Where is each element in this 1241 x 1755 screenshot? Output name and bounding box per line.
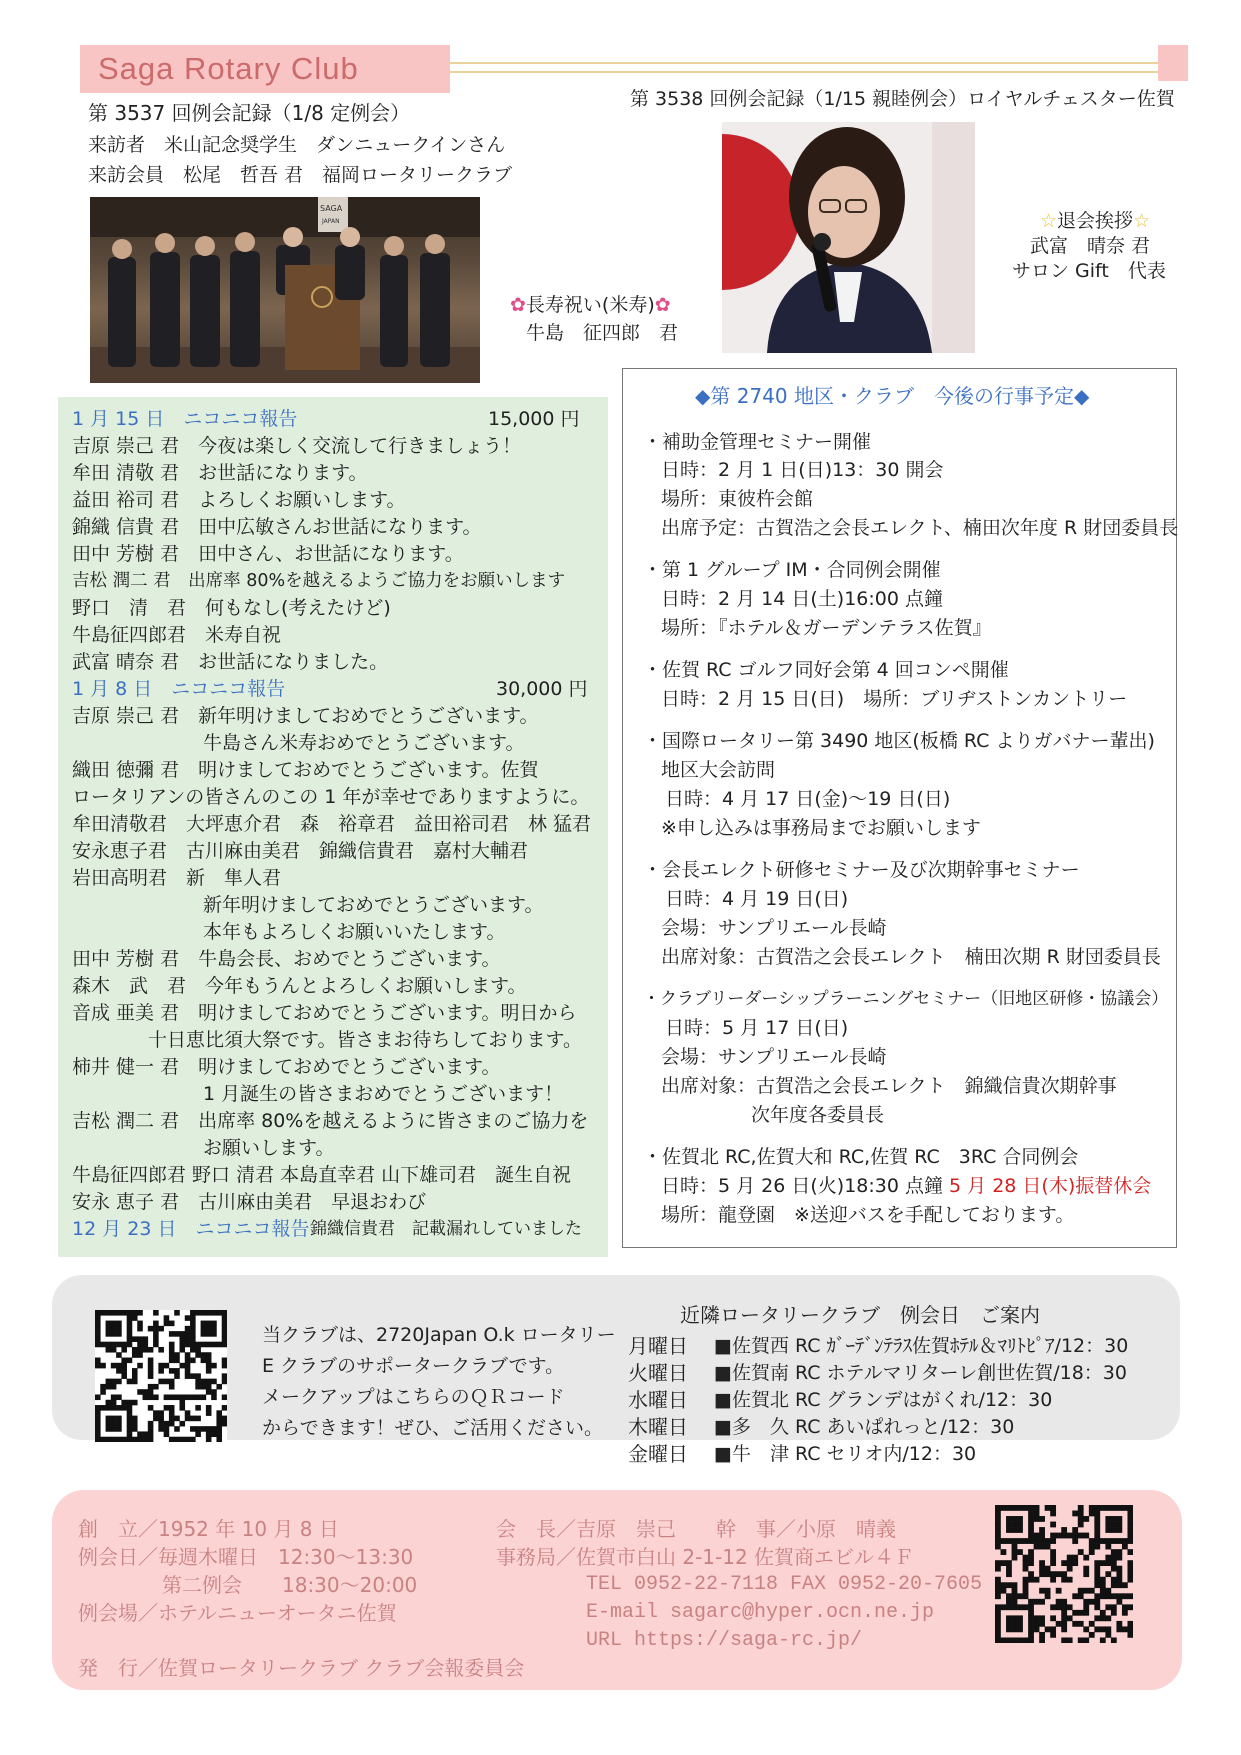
nikoniko-entry: 牟田 清敬 君 お世話になります。 <box>72 462 368 484</box>
nikoniko-entry: 吉松 潤二 君 出席率 80%を越えるようご協力をお願いします <box>72 571 566 591</box>
header-rule <box>450 62 1160 64</box>
caption-text: 退会挨拶 <box>1057 210 1134 232</box>
nikoniko-panel <box>58 397 608 1257</box>
schedule-detail: 場所：『ホテル＆ガーデンテラス佐賀』 <box>661 617 992 639</box>
schedule-item: ・第 1 グループ IM・合同例会開催 <box>643 559 941 581</box>
meeting-3537-title: 第 3537 回例会記録（1/8 定例会） <box>88 101 411 125</box>
visiting-member-line: 来訪会員 松尾 哲吾 君 福岡ロータリークラブ <box>88 164 513 186</box>
schedule-heading: ◆第 2740 地区・クラブ 今後の行事予定◆ <box>695 384 1090 408</box>
second-meeting: 第二例会 18:30～20:00 <box>162 1573 418 1597</box>
schedule-item: ・佐賀 RC ゴルフ同好会第 4 回コンペ開催 <box>643 659 1009 681</box>
header-rule <box>450 71 1160 73</box>
schedule-panel <box>622 368 1177 1248</box>
schedule-date: 日時：5 月 26 日(火)18:30 点鐘 <box>661 1175 950 1197</box>
neighbors-heading: 近隣ロータリークラブ 例会日 ご案内 <box>680 1303 1040 1327</box>
nikoniko-entry: 錦織信貴君 記載漏れしていました <box>310 1219 582 1239</box>
founded: 創 立／1952 年 10 月 8 日 <box>78 1517 339 1541</box>
nikoniko-entry: 柿井 健一 君 明けましておめでとうございます。 <box>72 1056 501 1078</box>
neighbor-day: 水曜日 <box>628 1388 688 1412</box>
nikoniko-entry: 森木 武 君 今年もうんとよろしくお願いします。 <box>72 975 527 997</box>
nikoniko-entry: 安永恵子君 古川麻由美君 錦織信貴君 嘉村大輔君 <box>72 840 529 862</box>
neighbor-info: ■多 久 RC あいぱれっと/12：30 <box>714 1416 1015 1438</box>
eclub-text: からできます！ぜひ、ご活用ください。 <box>262 1417 604 1439</box>
eclub-text: メークアップはこちらのＱＲコード <box>262 1386 565 1408</box>
nikoniko-heading: 1 月 8 日 ニコニコ報告 <box>72 678 286 700</box>
nikoniko-total: 30,000 円 <box>496 678 588 700</box>
schedule-detail: 地区大会訪問 <box>661 759 776 781</box>
schedule-detail: 出席対象：古賀浩之会長エレクト 錦織信貴次期幹事 <box>661 1075 1117 1097</box>
tel-fax: TEL 0952-22-7118 FAX 0952-20-7605 <box>586 1573 983 1596</box>
nikoniko-entry: 牟田清敬君 大坪恵介君 森 裕章君 益田裕司君 林 猛君 <box>72 813 592 835</box>
nikoniko-entry: ロータリアンの皆さんのこの 1 年が幸せでありますように。 <box>72 786 590 808</box>
header-accent <box>1158 45 1188 81</box>
schedule-detail: 日時：2 月 14 日(土)16:00 点鐘 <box>661 588 944 610</box>
eclub-text: 当クラブは、2720Japan O.k ロータリー <box>262 1324 616 1346</box>
qr-pattern <box>95 1310 227 1442</box>
nikoniko-entry: 牛島征四郎君 米寿自祝 <box>72 624 282 646</box>
nikoniko-entry: 田中 芳樹 君 牛島会長、おめでとうございます。 <box>72 948 501 970</box>
schedule-item: ・国際ロータリー第 3490 地区(板橋 RC よりガバナー輩出) <box>643 730 1155 752</box>
schedule-detail: 日時：2 月 15 日(日) 場所：ブリヂストンカントリー <box>661 688 1128 710</box>
club-title: Saga Rotary Club <box>80 45 450 93</box>
nikoniko-entry: 織田 徳彌 君 明けましておめでとうございます。佐賀 <box>72 759 539 781</box>
schedule-red-note: 5 月 28 日(木)振替休会 <box>949 1175 1152 1197</box>
star-icon: ☆ <box>1133 210 1151 232</box>
nikoniko-entry: 吉原 崇己 君 新年明けましておめでとうございます。 <box>72 705 539 727</box>
nikoniko-entry: 音成 亜美 君 明けましておめでとうございます。明日から <box>72 1002 577 1024</box>
photo-caption-2: 牛島 征四郎 君 <box>526 322 679 344</box>
neighbor-info: ■佐賀北 RC グランデはがくれ/12：30 <box>714 1389 1053 1411</box>
schedule-item: ・クラブリーダーシップラーニングセミナー（旧地区研修・協議会） <box>643 989 1169 1009</box>
caption-text: 長寿祝い(米寿) <box>525 294 655 316</box>
speaker-caption-2: 武富 晴奈 君 <box>1030 235 1151 257</box>
neighbor-info: ■牛 津 RC セリオ内/12：30 <box>714 1443 977 1465</box>
email[interactable]: E-mail sagarc@hyper.ocn.ne.jp <box>586 1601 935 1624</box>
neighbor-day: 月曜日 <box>628 1334 688 1358</box>
schedule-item: ・補助金管理セミナー開催 <box>643 431 872 453</box>
flower-icon: ✿ <box>654 294 671 316</box>
nikoniko-entry: 吉松 潤二 君 出席率 80%を越えるように皆さまのご協力を <box>72 1110 589 1132</box>
neighbor-info: ■佐賀西 RC ｶﾞｰﾃﾞﾝﾃﾗｽ佐賀ﾎﾃﾙ＆ﾏﾘﾄﾋﾟｱ/12：30 <box>714 1335 1129 1357</box>
meeting-day: 例会日／毎週木曜日 12:30～13:30 <box>78 1545 414 1569</box>
eclub-text: E クラブのサポータークラブです。 <box>262 1355 565 1377</box>
speaker-photo <box>722 122 975 353</box>
qr-code[interactable] <box>95 1310 227 1442</box>
nikoniko-entry: 新年明けましておめでとうございます。 <box>203 894 544 916</box>
officers: 会 長／吉原 崇己 幹 事／小原 晴義 <box>496 1517 896 1541</box>
schedule-detail: 日時：5 月 17 日(日) <box>665 1017 849 1039</box>
schedule-item: ・佐賀北 RC,佐賀大和 RC,佐賀 RC 3RC 合同例会 <box>643 1146 1079 1168</box>
schedule-detail: 場所：東彼杵会館 <box>661 488 814 510</box>
nikoniko-entry: 牛島さん米寿おめでとうございます。 <box>203 732 525 754</box>
nikoniko-heading: 1 月 15 日 ニコニコ報告 <box>72 408 298 430</box>
podium-banner-text: JAPAN <box>322 218 340 225</box>
website-url[interactable]: URL https://saga-rc.jp/ <box>586 1629 863 1652</box>
qr-code[interactable] <box>995 1505 1133 1643</box>
meeting-3538-title: 第 3538 回例会記録（1/15 親睦例会）ロイヤルチェスター佐賀 <box>630 88 1175 110</box>
meeting-venue: 例会場／ホテルニューオータニ佐賀 <box>78 1601 397 1625</box>
nikoniko-entry: 武富 晴奈 君 お世話になりました。 <box>72 651 389 673</box>
nikoniko-entry: 田中 芳樹 君 田中さん、お世話になります。 <box>72 543 464 565</box>
schedule-detail: 会場：サンプリエール長崎 <box>661 1046 887 1068</box>
nikoniko-heading: 12 月 23 日 ニコニコ報告 <box>72 1218 310 1240</box>
schedule-detail: ※申し込みは事務局までお願いします <box>661 817 981 839</box>
neighbor-day: 金曜日 <box>628 1442 688 1466</box>
speaker-caption-1 <box>1040 208 1150 235</box>
nikoniko-entry: お願いします。 <box>203 1137 335 1159</box>
flower-icon: ✿ <box>510 294 526 316</box>
schedule-detail: 会場：サンプリエール長崎 <box>661 917 887 939</box>
nikoniko-entry: 益田 裕司 君 よろしくお願いします。 <box>72 489 406 511</box>
schedule-item: ・会長エレクト研修セミナー及び次期幹事セミナー <box>643 859 1080 881</box>
photo-caption-1 <box>510 292 671 319</box>
group-photo <box>90 197 480 383</box>
schedule-detail: 場所：龍登園 ※送迎バスを手配しております。 <box>661 1204 1075 1226</box>
neighbor-day: 木曜日 <box>628 1415 688 1439</box>
podium-banner-text: SAGA <box>320 204 343 213</box>
nikoniko-entry: 十日恵比須大祭です。皆さまお待ちしております。 <box>148 1029 582 1051</box>
nikoniko-entry: 岩田高明君 新 隼人君 <box>72 867 282 889</box>
neighbor-day: 火曜日 <box>628 1361 688 1385</box>
schedule-detail: 次年度各委員長 <box>751 1104 885 1126</box>
nikoniko-entry: 吉原 崇己 君 今夜は楽しく交流して行きましょう！ <box>72 435 522 457</box>
schedule-detail <box>661 1173 1151 1200</box>
office-address: 事務局／佐賀市白山 2-1-12 佐賀商エビル４Ｆ <box>496 1545 915 1569</box>
nikoniko-entry: 安永 恵子 君 古川麻由美君 早退おわび <box>72 1191 427 1213</box>
qr-pattern <box>995 1505 1133 1643</box>
visitor-line: 来訪者 米山記念奨学生 ダンニュークインさん <box>88 134 506 156</box>
speaker-caption-3: サロン Gift 代表 <box>1012 260 1166 282</box>
nikoniko-entry: 牛島征四郎君 野口 清君 本島直幸君 山下雄司君 誕生自祝 <box>72 1164 572 1186</box>
nikoniko-entry: 本年もよろしくお願いいたします。 <box>203 921 506 943</box>
schedule-detail: 出席予定：古賀浩之会長エレクト、楠田次年度 R 財団委員長 <box>661 517 1179 539</box>
nikoniko-entry: 野口 清 君 何もなし(考えたけど) <box>72 597 391 619</box>
schedule-detail: 出席対象：古賀浩之会長エレクト 楠田次期 R 財団委員長 <box>661 946 1161 968</box>
schedule-detail: 日時：2 月 1 日(日)13：30 開会 <box>661 459 944 481</box>
publisher: 発 行／佐賀ロータリークラブ クラブ会報委員会 <box>78 1656 525 1680</box>
nikoniko-total: 15,000 円 <box>488 408 580 430</box>
neighbor-info: ■佐賀南 RC ホテルマリターレ創世佐賀/18：30 <box>714 1362 1127 1384</box>
schedule-detail: 日時：4 月 19 日(日) <box>665 888 849 910</box>
star-icon: ☆ <box>1040 210 1058 232</box>
schedule-detail: 日時：4 月 17 日(金)～19 日(日) <box>665 788 951 810</box>
nikoniko-entry: 1 月誕生の皆さまおめでとうございます！ <box>203 1083 564 1105</box>
nikoniko-entry: 錦織 信貴 君 田中広敏さんお世話になります。 <box>72 516 482 538</box>
